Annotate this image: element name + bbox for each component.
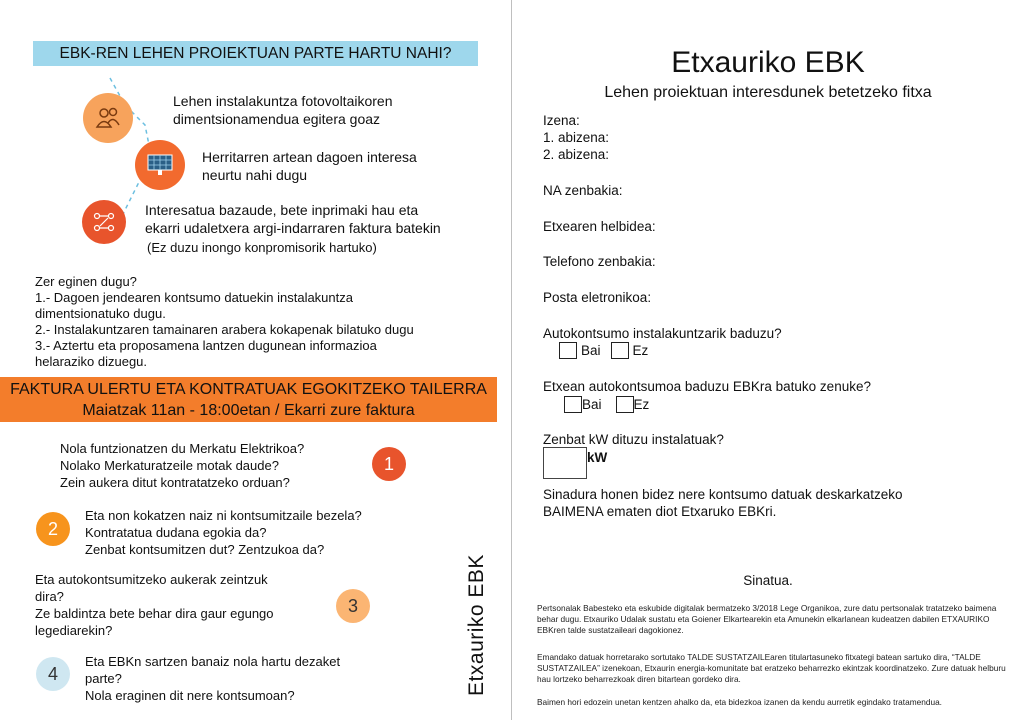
signature-label: Sinatua. [743, 573, 793, 588]
surname1-field-label: 1. abizena: [543, 130, 610, 145]
checkbox[interactable] [564, 396, 582, 413]
join-question: Etxean autokontsumoa baduzu EBKra batuko zenuke? [543, 379, 871, 394]
top-banner: EBK-REN LEHEN PROIEKTUAN PARTE HARTU NAHI? [33, 41, 478, 66]
legal-text-2: Emandako datuak horretarako sortutako TALDE SUSTATZAILEaren titulartasuneko fitxategi batean sartuko dira, “TALDE SUSTATZAILEA” izenekoan, Etxaurin energia-komunitate bat eratzeko beharrezko ekintzak koordinatzeko. Zure datuak helburu hau lortzeko beharrezkoak diren bitartean gordeko dira. [537, 652, 1006, 684]
solar-panel-icon [135, 140, 185, 190]
question-3-text: Eta autokontsumitzeko aukerak zeintzuk dira? Ze baldintza bete behar dira gaur egungo legediarekin? [35, 572, 274, 638]
address-field-label: Etxearen helbidea: [543, 219, 656, 234]
workshop-banner: FAKTURA ULERTU ETA KONTRATUAK EGOKITZEKO TAILERRA Maiatzak 11an - 18:00etan / Ekarri zure faktura [0, 377, 497, 422]
checkbox[interactable] [559, 342, 577, 359]
question-1-text: Nola funtzionatzen du Merkatu Elektrikoa? Nolako Merkaturatzeile motak daude? Zein aukera ditut kontratatzeko orduan? [60, 441, 305, 490]
consent-text: Sinadura honen bidez nere kontsumo datuak deskarkatzeko BAIMENA ematen diot Etxaruko EBKri. [543, 487, 903, 519]
checkbox[interactable] [611, 342, 629, 359]
legal-text-1: Pertsonalak Babesteko eta eskubide digitalak bermatzeko 3/2018 Lege Organikoa, zure datu pertsonalak tratatzeko baimena behar dugu. Etxauriko Udalak sustatu eta Goiener Elkartearekin eta Amunekin elkarlanean kudeatzen dabilen ETXAURIKO EBKren talde sustatzaileari dagokionez. [537, 603, 997, 635]
id-field-label: NA zenbakia: [543, 183, 623, 198]
number-1-badge: 1 [372, 447, 406, 481]
self-consumption-question: Autokontsumo instalakuntzarik baduzu? [543, 326, 782, 341]
left-page [0, 0, 511, 720]
number-2-badge: 2 [36, 512, 70, 546]
question-2-text: Eta non kokatzen naiz ni kontsumitzaile bezela? Kontratatua dudana egokia da? Zenbat kontsumitzen dut? Zentzukoa da? [85, 508, 362, 557]
right-page [512, 0, 1024, 720]
kw-input[interactable] [543, 447, 587, 479]
vertical-label: Etxauriko EBK [465, 554, 488, 696]
process-icon [82, 200, 126, 244]
phone-field-label: Telefono zenbakia: [543, 254, 656, 269]
option-bai-1[interactable]: Bai Ez [559, 342, 648, 359]
kw-question: Zenbat kW dituzu instalatuak? [543, 432, 724, 447]
checkbox[interactable] [616, 396, 634, 413]
name-field-label: Izena: [543, 113, 580, 128]
number-4-badge: 4 [36, 657, 70, 691]
question-4-text: Eta EBKn sartzen banaiz nola hartu dezaket parte? Nola eraginen dit nere kontsumoan? [85, 654, 341, 703]
form-title: Etxauriko EBK [671, 46, 865, 79]
step-3-text: Interesatua bazaude, bete inprimaki hau eta ekarri udaletxera argi-indarraren faktura batekin (Ez duzu inongo konpromisorik hartuko) [145, 202, 441, 255]
step-2-text: Herritarren artean dagoen interesa neurtu nahi dugu [202, 149, 417, 183]
form-subtitle: Lehen proiektuan interesdunek betetzeko fitxa [604, 84, 932, 101]
number-3-badge: 3 [336, 589, 370, 623]
email-field-label: Posta eletronikoa: [543, 290, 652, 305]
kw-unit: kW [587, 450, 608, 465]
plan-section: Zer eginen dugu? 1.- Dagoen jendearen kontsumo datuekin instalakuntza dimentsionatuko dugu. 2.- Instalakuntzaren tamainaren arabera kokapenak bilatuko dugu 3.- Aztertu eta proposamena lantzen dugunean informazioa helaraziko dizuegu. [35, 274, 414, 369]
people-icon [83, 93, 133, 143]
step-1-text: Lehen instalakuntza fotovoltaikoren dimentsionamendua egitera goaz [173, 93, 393, 127]
surname2-field-label: 2. abizena: [543, 147, 610, 162]
option-bai-2[interactable]: Bai Ez [564, 396, 649, 413]
legal-text-3: Baimen hori edozein unetan kentzen ahalko da, eta bidezkoa izanen da kendu aurretik egindako tratamendua. [537, 697, 942, 707]
